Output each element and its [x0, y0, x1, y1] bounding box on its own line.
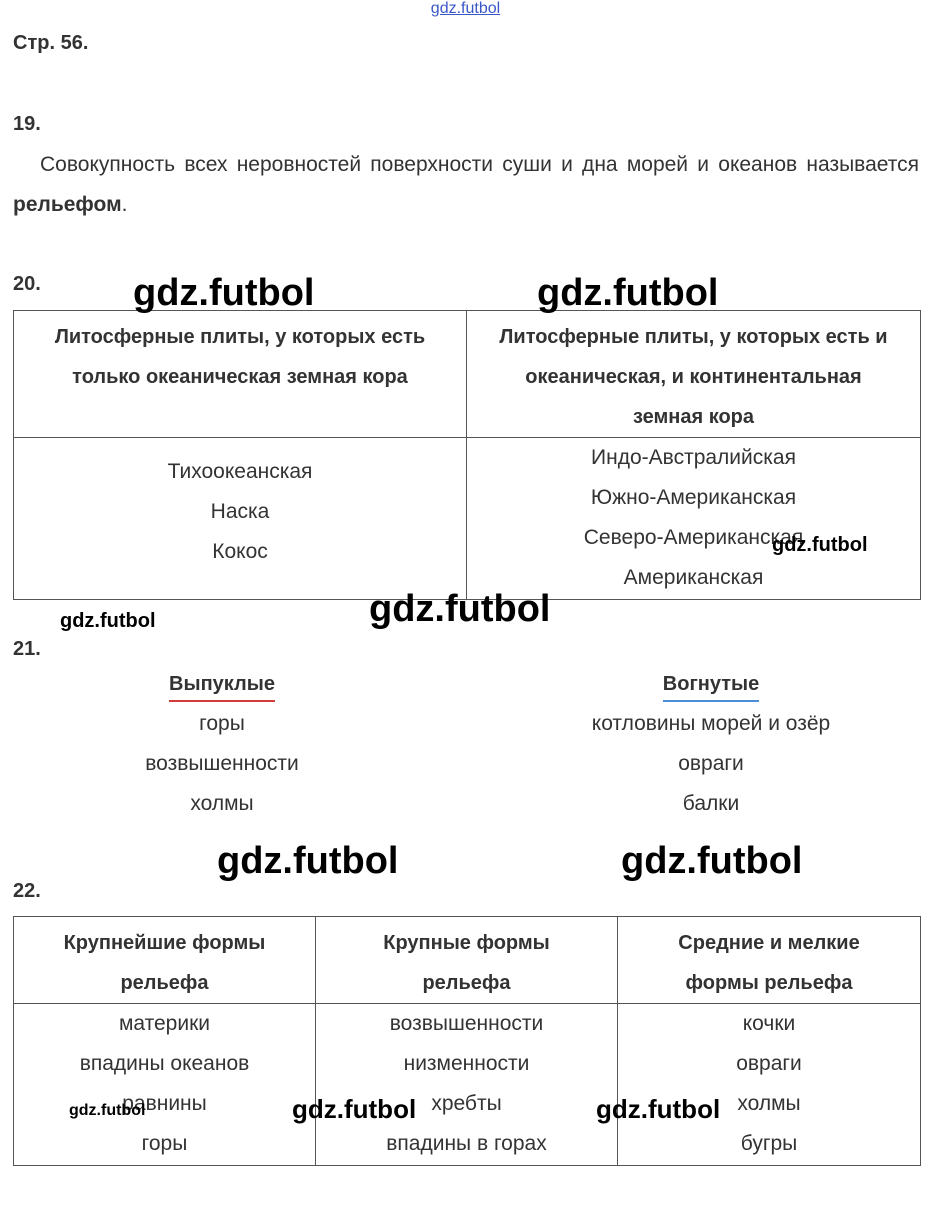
list-item: хребты: [431, 1092, 502, 1115]
list-item: Наска: [210, 500, 270, 523]
watermark: gdz.futbol: [69, 1102, 146, 1119]
watermark: gdz.futbol: [621, 840, 803, 882]
list-item: холмы: [737, 1092, 801, 1115]
q22-table: [13, 916, 921, 1166]
list-item: балки: [682, 792, 740, 815]
list-item: впадины в горах: [386, 1132, 547, 1155]
watermark: gdz.futbol: [596, 1094, 721, 1124]
q19-paragraph: [13, 145, 919, 225]
q22-col3-cell: [618, 1004, 921, 1166]
q22-col2-cell: [316, 1004, 618, 1166]
q19-text-end: .: [121, 193, 128, 216]
list-item: кочки: [742, 1012, 796, 1035]
list-item: возвышенности: [145, 752, 299, 775]
list-item: равнины: [122, 1092, 207, 1115]
list-item: возвышенности: [389, 1012, 544, 1035]
q20-col2-cell: [467, 438, 921, 600]
list-item: Тихоокеанская: [167, 460, 313, 483]
q20-header-1: Литосферные плиты, у которых есть только океаническая земная кора: [14, 311, 467, 438]
watermark: gdz.futbol: [292, 1094, 417, 1124]
list-item: низменности: [403, 1052, 530, 1075]
watermark: gdz.futbol: [772, 534, 868, 556]
list-item: Индо-Австралийская: [591, 446, 796, 469]
q22-header-2: Крупные формы рельефа: [316, 917, 618, 1004]
watermark: gdz.futbol: [133, 272, 315, 314]
watermark-top-link[interactable]: gdz.futbol: [430, 0, 501, 17]
q20-number: 20.: [13, 273, 41, 295]
list-item: Северо-Американская: [583, 526, 804, 549]
watermark: gdz.futbol: [60, 610, 156, 632]
q21-right-column: [503, 668, 919, 824]
list-item: горы: [141, 1132, 188, 1155]
list-item: Южно-Американская: [590, 486, 797, 509]
q19-term: рельефом: [13, 193, 122, 216]
q22-col1-cell: [14, 1004, 316, 1166]
q21-number: 21.: [13, 638, 41, 660]
q21-left-column: [13, 668, 431, 824]
list-item: горы: [199, 712, 245, 735]
list-item: котловины морей и озёр: [591, 712, 831, 735]
list-item: холмы: [190, 792, 254, 815]
q22-number: 22.: [13, 880, 41, 902]
q21-left-title: Выпуклые: [169, 668, 275, 702]
page-label: Стр. 56.: [13, 32, 89, 54]
list-item: овраги: [736, 1052, 802, 1075]
q19-number: 19.: [13, 113, 41, 135]
q22-header-1: Крупнейшие формы рельефа: [14, 917, 316, 1004]
q20-header-2: Литосферные плиты, у которых есть и океаническая, и континентальная земная кора: [467, 311, 921, 438]
list-item: Кокос: [212, 540, 268, 563]
watermark: gdz.futbol: [537, 272, 719, 314]
list-item: Американская: [623, 566, 764, 589]
list-item: материки: [118, 1012, 211, 1035]
watermark: gdz.futbol: [217, 840, 399, 882]
q21-right-title: Вогнутые: [663, 668, 759, 702]
q19-text: Совокупность всех неровностей поверхности суши и дна морей и океанов называется: [40, 153, 919, 176]
watermark: gdz.futbol: [369, 588, 551, 630]
list-item: впадины океанов: [79, 1052, 250, 1075]
list-item: бугры: [740, 1132, 798, 1155]
q22-header-3: Средние и мелкие формы рельефа: [618, 917, 921, 1004]
list-item: овраги: [678, 752, 744, 775]
q20-col1-cell: [14, 438, 467, 600]
